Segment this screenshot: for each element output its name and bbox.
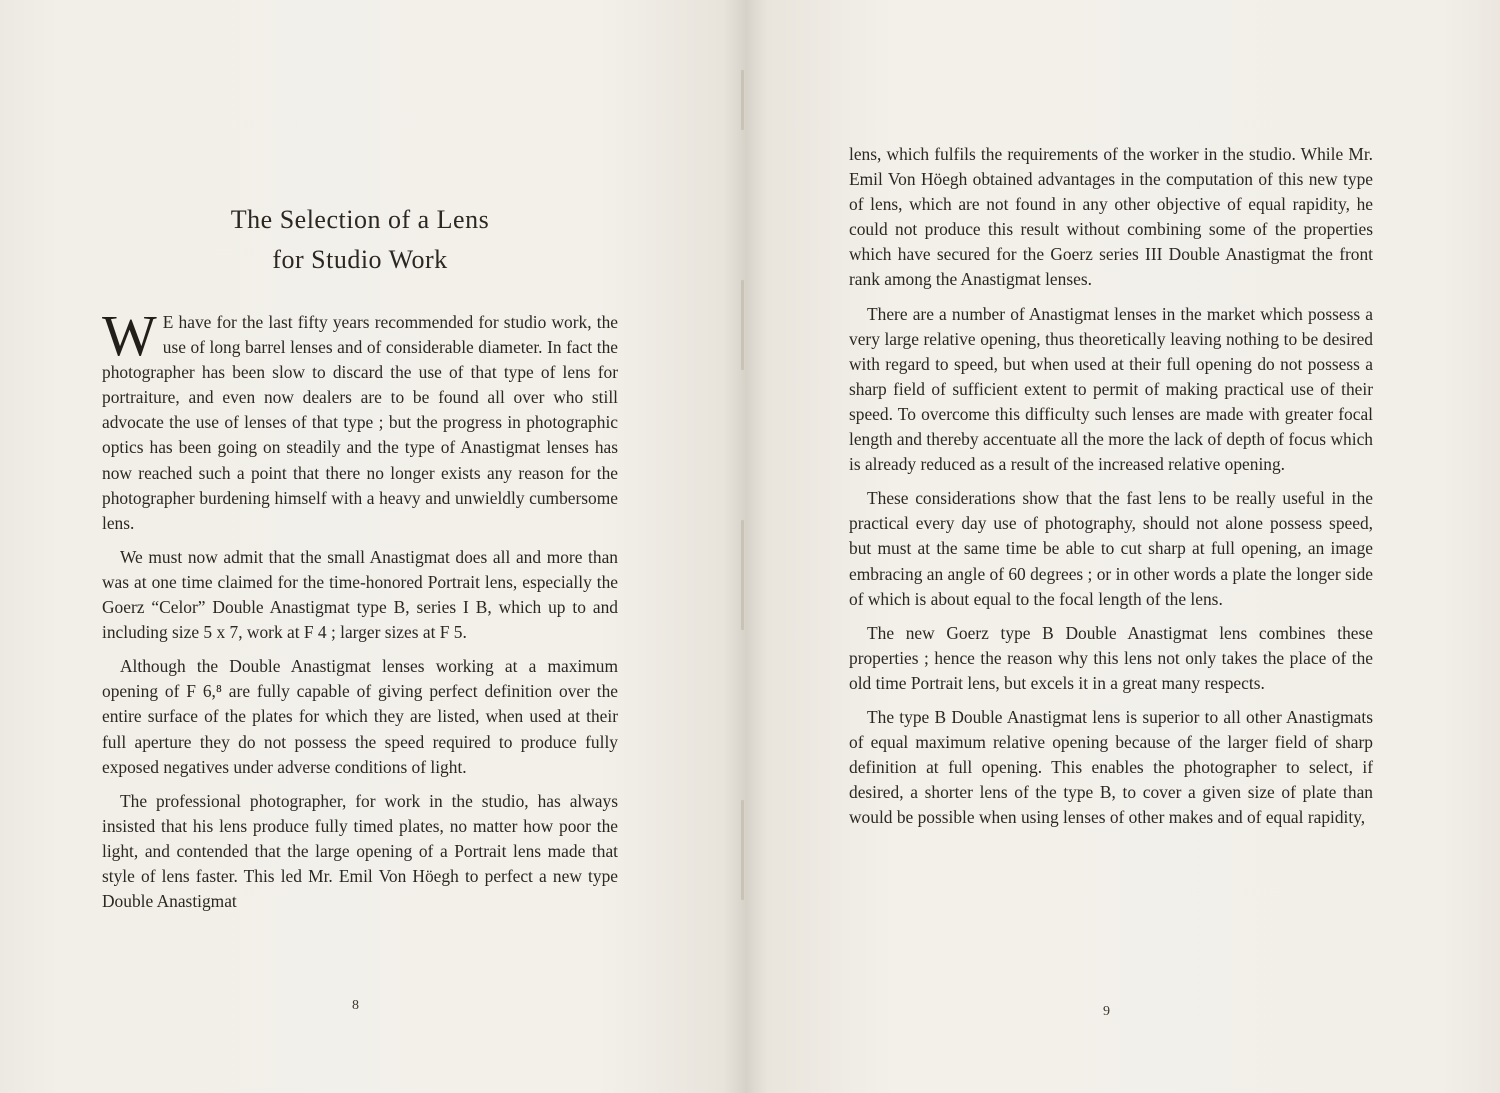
- left-page: [0, 0, 745, 1093]
- binding-stitch: [741, 520, 744, 630]
- binding-stitch: [741, 280, 744, 370]
- paragraph: These considerations show that the fast lens to be really useful in the practical every day use of photography, should not alone possess speed, but must at the same time be able to cut sharp at full opening, an image embracing an angle of 60 degrees ; or in other words a plate the longer side of which is about equal to the focal length of the lens.: [849, 488, 1373, 609]
- chapter-title: [160, 200, 560, 280]
- left-page-text: [102, 303, 618, 923]
- binding-stitch: [741, 800, 744, 900]
- page-number-right: 9: [1103, 1004, 1110, 1019]
- paragraph: The type B Double Anastigmat lens is superior to all other Anastigmats of equal maximum relative opening because of the larger field of sharp definition at full opening. This enables the photographer to select, if desired, a shorter lens of the type B, to cover a given size of plate than would be possible when using lenses of other makes and of equal rapidity,: [849, 706, 1373, 828]
- right-page-text: [849, 142, 1373, 839]
- chapter-title-line-1: The Selection of a Lens: [230, 205, 490, 234]
- binding-stitch: [741, 70, 744, 130]
- paragraph: lens, which fulfils the requirements of the worker in the studio. While Mr. Emil Von Höegh obtained advantages in the computation of this new type of lens, which are not found in any other objective of equal rapidity, he could not produce this result without combining some of the properties which have secured for the Goerz series III Double Anastigmat the front rank among the Anastigmat lenses.: [849, 144, 1373, 290]
- paragraph: We must now admit that the small Anastigmat does all and more than was at one time claimed for the time-honored Portrait lens, especially the Goerz “Celor” Double Anastigmat type B, series I B, which up to and including size 5 x 7, work at F 4 ; larger sizes at F 5.: [102, 546, 618, 643]
- drop-cap: W: [102, 303, 157, 368]
- paragraph: [102, 303, 618, 536]
- paragraph-text: E have for the last fifty years recommended for studio work, the use of long barrel lenses and of considerable diameter. In fact the photographer has been slow to discard the use of that type of lens for portraiture, and even now dealers are to be found all over who still advocate the use of lenses of that type ; but the progress in photographic optics has been going on steadily and the type of Anastigmat lenses has now reached such a point that there no longer exists any reason for the photographer burdening himself with a heavy and unwieldly cumbersome lens.: [102, 312, 618, 533]
- paragraph: There are a number of Anastigmat lenses in the market which possess a very large relative opening, thus theoretically leaving nothing to be desired with regard to speed, but when used at their full opening do not possess a sharp field of sufficient extent to permit of making practical use of their speed. To overcome this difficulty such lenses are made with greater focal length and thereby accentuate all the more the lack of depth of focus which is already reduced as a result of the increased relative opening.: [849, 303, 1373, 475]
- page-number-left: 8: [352, 998, 359, 1013]
- chapter-title-line-2: for Studio Work: [272, 245, 448, 274]
- paragraph: The new Goerz type B Double Anastigmat lens combines these properties ; hence the reason why this lens not only takes the place of the old time Portrait lens, but excels it in a great many respects.: [849, 622, 1373, 693]
- paragraph: The professional photographer, for work in the studio, has always insisted that his lens produce fully timed plates, no matter how poor the light, and contended that the large opening of a Portrait lens made that style of lens faster. This led Mr. Emil Von Höegh to perfect a new type Double Anastigmat: [102, 790, 618, 912]
- paragraph: Although the Double Anastigmat lenses working at a maximum opening of F 6,⁸ are fully capable of giving perfect definition over the entire surface of the plates for which they are listed, when used at their full aperture they do not possess the speed required to produce fully exposed negatives under adverse conditions of light.: [102, 656, 618, 777]
